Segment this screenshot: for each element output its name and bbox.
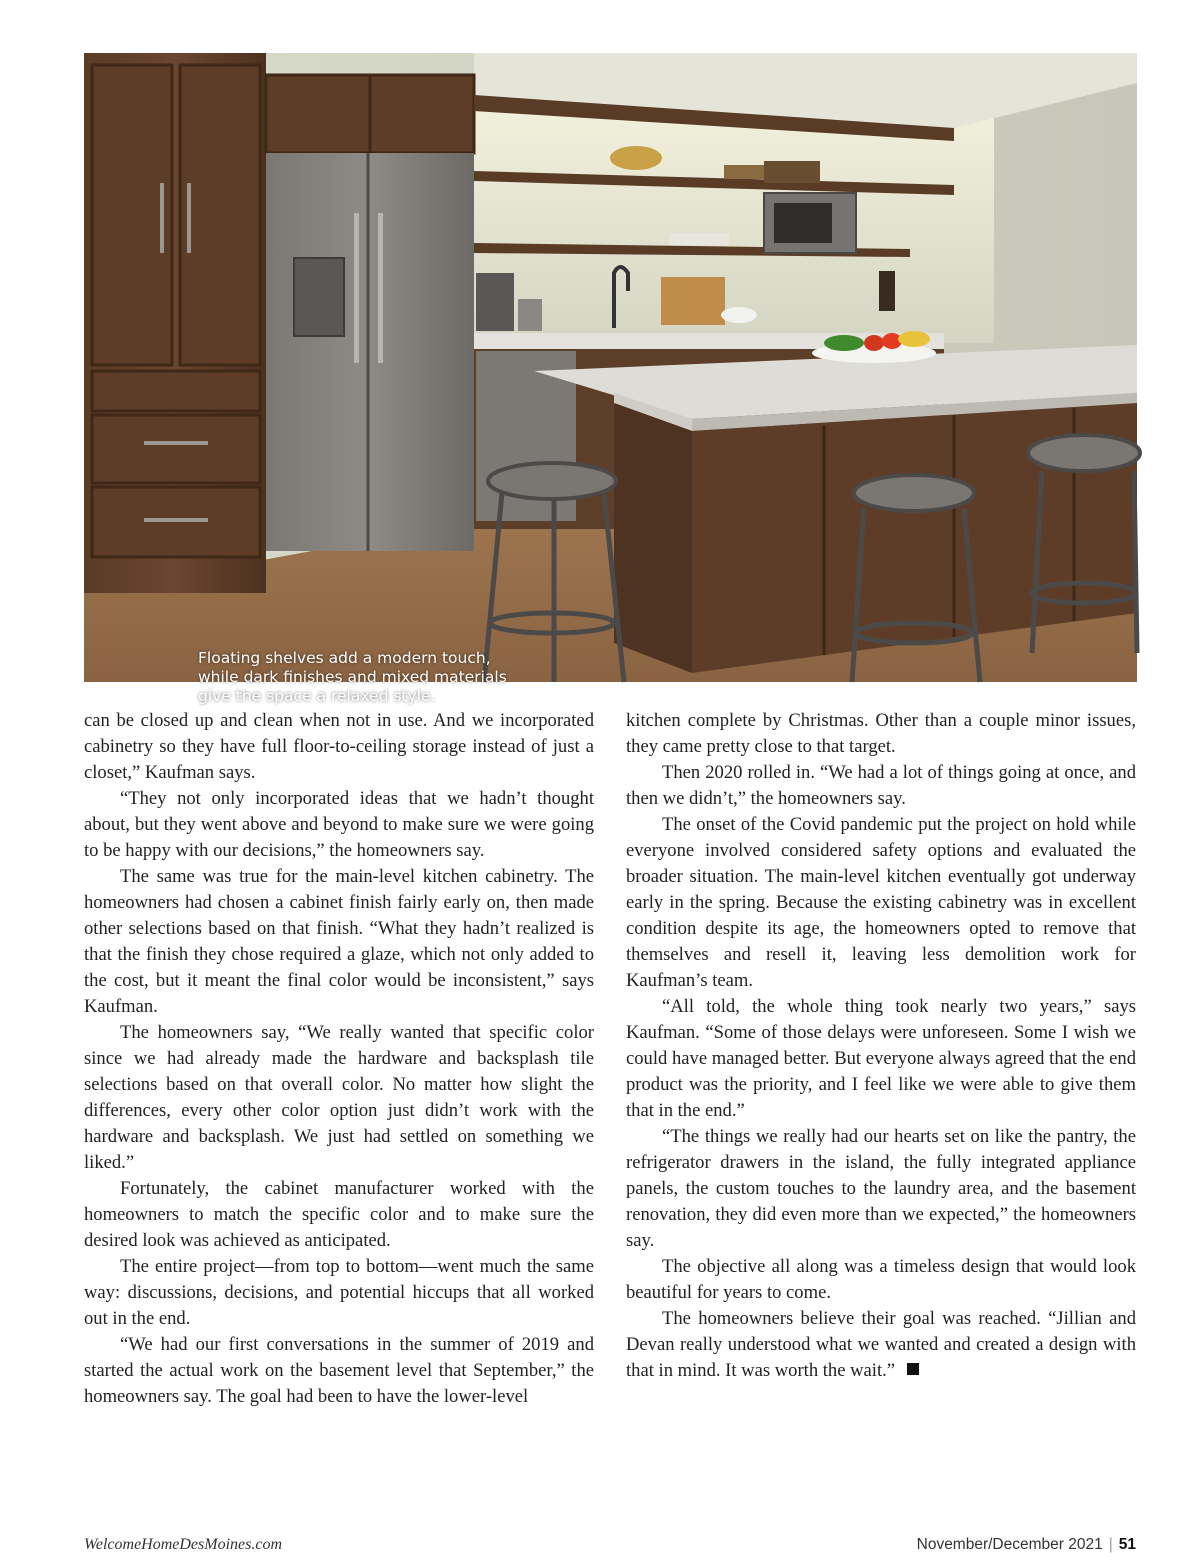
- caption-line: Floating shelves add a modern touch,: [198, 649, 491, 667]
- paragraph: Then 2020 rolled in. “We had a lot of things going at once, and then we didn’t,” the homeowners say.: [626, 762, 1136, 809]
- caption-line: while dark finishes and mixed materials: [198, 668, 507, 686]
- paragraph: Fortunately, the cabinet manufacturer worked with the homeowners to match the specific color and to make sure the desired look was achieved as anticipated.: [84, 1178, 594, 1251]
- kitchen-photo: [84, 53, 1137, 705]
- caption-line: give the space a relaxed style.: [198, 687, 436, 705]
- article-column-right: [626, 708, 1136, 1384]
- paragraph: The onset of the Covid pandemic put the project on hold while everyone involved considered safety options and evaluated the broader situation. The main-level kitchen eventually got underway early in the spring. Because the existing cabinetry was in excellent condition despite its age, the homeowners opted to remove that themselves and resell it, leaving less demolition work for Kaufman’s team.: [626, 814, 1136, 991]
- end-mark-icon: [907, 1363, 919, 1375]
- paragraph: “All told, the whole thing took nearly two years,” says Kaufman. “Some of those delays were unforeseen. Some I wish we could have managed better. But everyone always agreed that the end product was the priority, and I feel like we were able to give them that in the end.”: [626, 996, 1136, 1121]
- footer-issue-info: [917, 1536, 1136, 1554]
- paragraph: The objective all along was a timeless design that would look beautiful for years to come.: [626, 1256, 1136, 1303]
- paragraph: The homeowners say, “We really wanted that specific color since we had already made the hardware and backsplash tile selections based on that overall color. No matter how slight the differences, every other color option just didn’t work with the hardware and backsplash. We just had settled on something we liked.”: [84, 1022, 594, 1173]
- paragraph: can be closed up and clean when not in use. And we incorporated cabinetry so they have full floor-to-ceiling storage instead of just a closet,” Kaufman says.: [84, 710, 594, 783]
- paragraph: kitchen complete by Christmas. Other than a couple minor issues, they came pretty close to that target.: [626, 710, 1136, 757]
- paragraph: The same was true for the main-level kitchen cabinetry. The homeowners had chosen a cabinet finish fairly early on, then made other selections based on that finish. “What they hadn’t realized is that the finish they chose required a glaze, which not only added to the cost, but it meant the final color would be inconsistent,” says Kaufman.: [84, 866, 594, 1017]
- kitchen-illustration: [84, 53, 1137, 682]
- footer-separator: |: [1108, 1536, 1113, 1553]
- paragraph: “The things we really had our hearts set on like the pantry, the refrigerator drawers in the island, the fully integrated appliance panels, the custom touches to the laundry area, and the basement renovation, they did even more than we expected,” the homeowners say.: [626, 1126, 1136, 1251]
- footer-issue: November/December 2021: [916, 1536, 1103, 1553]
- paragraph: “We had our first conversations in the summer of 2019 and started the actual work on the basement level that September,” the homeowners say. The goal had been to have the lower-level: [84, 1334, 594, 1407]
- paragraph-final-text: The homeowners believe their goal was reached. “Jillian and Devan really understood what we wanted and created a design with that in mind. It was worth the wait.”: [626, 1308, 1136, 1381]
- paragraph: “They not only incorporated ideas that we hadn’t thought about, but they went above and beyond to make sure we were going to be happy with our decisions,” the homeowners say.: [84, 788, 594, 861]
- article-column-left: [84, 708, 594, 1410]
- paragraph-final: [626, 1306, 1136, 1384]
- page-number: 51: [1118, 1536, 1136, 1553]
- footer-website: WelcomeHomeDesMoines.com: [84, 1536, 283, 1553]
- paragraph: The entire project—from top to bottom—went much the same way: discussions, decisions, and potential hiccups that all worked out in the end.: [84, 1256, 594, 1329]
- photo-caption: [198, 649, 538, 706]
